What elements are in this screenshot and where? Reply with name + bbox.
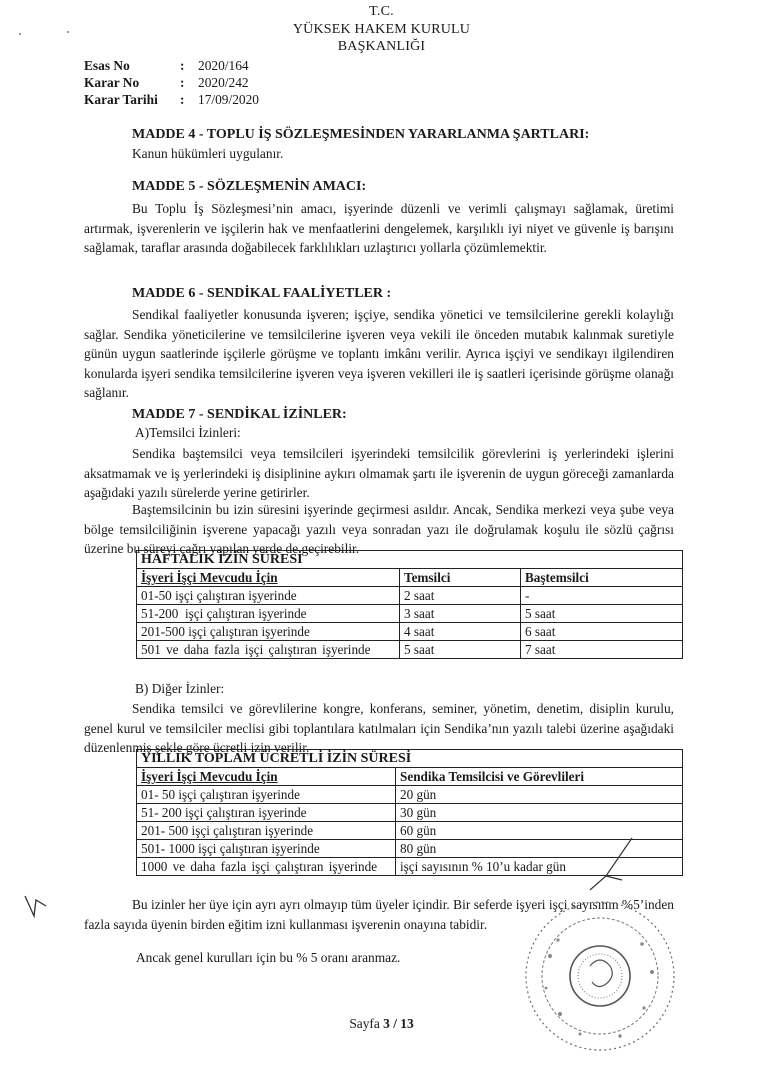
meta-karar-value: 2020/242 [198,75,249,90]
madde7-para-b2-text: Bu izinler her üye için ayrı ayrı olmayıp tüm üyeler içindir. Bir seferde işyeri işçi sayısının %5’inden fazla sayıda üyenin birden eğitim izni kullanması işverenin onayına tabidir. [84,897,674,932]
weekly-leave-table-title: HAFTALIK İZİN SÜRESİ [137,551,683,569]
weekly-col-workplace: İşyeri İşçi Mevcudu İçin [137,569,400,587]
table-row [137,804,683,822]
madde7-para-b1-text: Sendika temsilci ve görevlilerine kongre, konferans, seminer, yönetim, denetim, disiplin kurulu, genel kurul ve temsilciler meclisi gibi toplantılara katılmaları için Sendika’nın yazılı talebi üzerine aşağıdaki düzenlenmiş şekle göre ücretli izin verilir. [84,701,674,756]
annual-col-workplace: İşyeri İşçi Mevcudu İçin [137,768,396,786]
signature-scribble-icon [588,836,636,892]
annual-col-representatives: Sendika Temsilcisi ve Görevlileri [396,768,683,786]
weekly-row3-representative: 4 saat [400,623,521,641]
weekly-row4-workplace: 501 ve daha fazla işçi çalıştıran işyerinde [137,641,400,659]
weekly-row2-chief: 5 saat [521,605,683,623]
weekly-leave-table [136,550,683,659]
page-number: 3 / 13 [383,1016,414,1031]
annual-row1-days: 20 gün [396,786,683,804]
madde4-title: MADDE 4 - TOPLU İŞ SÖZLEŞMESİNDEN YARARLANMA ŞARTLARI: [132,127,590,142]
weekly-row3-workplace: 201-500 işçi çalıştıran işyerinde [137,623,400,641]
margin-mark-icon [22,892,50,920]
weekly-row3-chief: 6 saat [521,623,683,641]
weekly-col-chief-representative: Baştemsilci [521,569,683,587]
ink-dots-icon [14,26,74,40]
weekly-row2-representative: 3 saat [400,605,521,623]
weekly-row4-representative: 5 saat [400,641,521,659]
madde7-para-a2-text: Baştemsilcinin bu izin süresini işyerinde geçirmesi asıldır. Ancak, Sendika merkezi veya şube veya bölge temsilciliğinin işverene yapacağı yazılı veya sonradan yazı ile doğrulamak koşulu ile sözlü çağrısı üzerine bu süreyi çağrı yapılan yerde de geçirebilir. [84,502,674,557]
madde7-sub-a: A)Temsilci İzinleri: [135,425,241,440]
madde7-sub-b: B) Diğer İzinler: [135,681,225,696]
annual-row5-days: işçi sayısının % 10’u kadar gün [396,858,683,876]
meta-esas: Esas No : 2020/164 [84,58,249,73]
annual-row2-days: 30 gün [396,804,683,822]
annual-row2-workplace: 51- 200 işçi çalıştıran işyerinde [137,804,396,822]
madde6-text: Sendikal faaliyetler konusunda işveren; işçiye, sendika yönetici ve temsilcilerine gerekli kolaylığı sağlar. Sendika yöneticilerine ve temsilcilerine işveren veya vekili ile önceden mutabık kalınmak suretiyle günün uygun saatlerinde işçilerle görüşme ve toplantı imkânı verilir. Ayrıca işçiyi ve sendikayı ilgilendiren konularda işyeri sendika temsilcilerine işveren veya işveren vekilleri ile iş saatleri içerisinde görüşme olanağı sağlanır. [84,307,674,401]
madde5-paragraph [84,199,674,258]
meta-karar: Karar No : 2020/242 [84,75,249,90]
annual-row1-workplace: 01- 50 işçi çalıştıran işyerinde [137,786,396,804]
table-row [137,641,683,659]
weekly-row2-workplace: 51-200 işçi çalıştıran işyerinde [137,605,400,623]
madde5-title: MADDE 5 - SÖZLEŞMENİN AMACI: [132,179,367,194]
annual-row3-workplace: 201- 500 işçi çalıştıran işyerinde [137,822,396,840]
meta-tarih-label: Karar Tarihi [84,92,158,107]
weekly-col-representative: Temsilci [400,569,521,587]
annual-row4-days: 80 gün [396,840,683,858]
madde7-para-b3: Ancak genel kurulları için bu % 5 oranı aranmaz. [136,950,401,965]
madde7-title: MADDE 7 - SENDİKAL İZİNLER: [132,407,347,422]
weekly-row1-chief: - [521,587,683,605]
madde6-paragraph [84,305,674,403]
header-presidency: BAŞKANLIĞI [337,39,426,54]
annual-row3-days: 60 gün [396,822,683,840]
table-row [137,623,683,641]
official-seal-icon [520,896,680,1056]
madde7-para-a1-text: Sendika baştemsilci veya temsilcileri işyerindeki temsilcilik görevlerini iş yerlerindeki işlerini aksatmamak ve iş yerlerindeki iş disiplinine aykırı olmamak şartı ile işverenin de uygun göreceği zamanlarda aşağıdaki yazılı sürelerde yerine getirirler. [84,446,674,501]
madde7-para-a1 [84,444,674,503]
meta-tarih-value: 17/09/2020 [198,92,260,107]
meta-esas-label: Esas No [84,58,130,73]
table-row [137,786,683,804]
meta-karar-label: Karar No [84,75,140,90]
madde5-text: Bu Toplu İş Sözleşmesi’nin amacı, işyerinde düzenli ve verimli çalışmayı sağlamak, üretimi artırmak, işverenlerin ve işçilerin hak ve menfaatlerini dengelemek, karşılıklı iyi niyet ve güvenle iş barışını sağlamak, taraflar arasında doğabilecek farklılıkları uzlaştırıcı yollarla çözümlemektir. [84,201,674,256]
madde6-title: MADDE 6 - SENDİKAL FAALİYETLER : [132,286,392,301]
annual-leave-table-title: YILLIK TOPLAM ÜCRETLİ İZİN SÜRESİ [137,750,683,768]
header-tc: T.C. [369,4,394,19]
madde4-text: Kanun hükümleri uygulanır. [132,146,284,161]
meta-tarih: Karar Tarihi : 17/09/2020 [84,92,260,107]
header-institution: YÜKSEK HAKEM KURULU [292,22,471,37]
annual-row4-workplace: 501- 1000 işçi çalıştıran işyerinde [137,840,396,858]
weekly-row1-workplace: 01-50 işçi çalıştıran işyerinde [137,587,400,605]
table-row [137,605,683,623]
meta-esas-value: 2020/164 [198,58,249,73]
annual-row5-workplace: 1000 ve daha fazla işçi çalıştıran işyerinde [137,858,396,876]
table-row [137,587,683,605]
page-label: Sayfa [349,1016,380,1031]
weekly-row1-representative: 2 saat [400,587,521,605]
weekly-row4-chief: 7 saat [521,641,683,659]
